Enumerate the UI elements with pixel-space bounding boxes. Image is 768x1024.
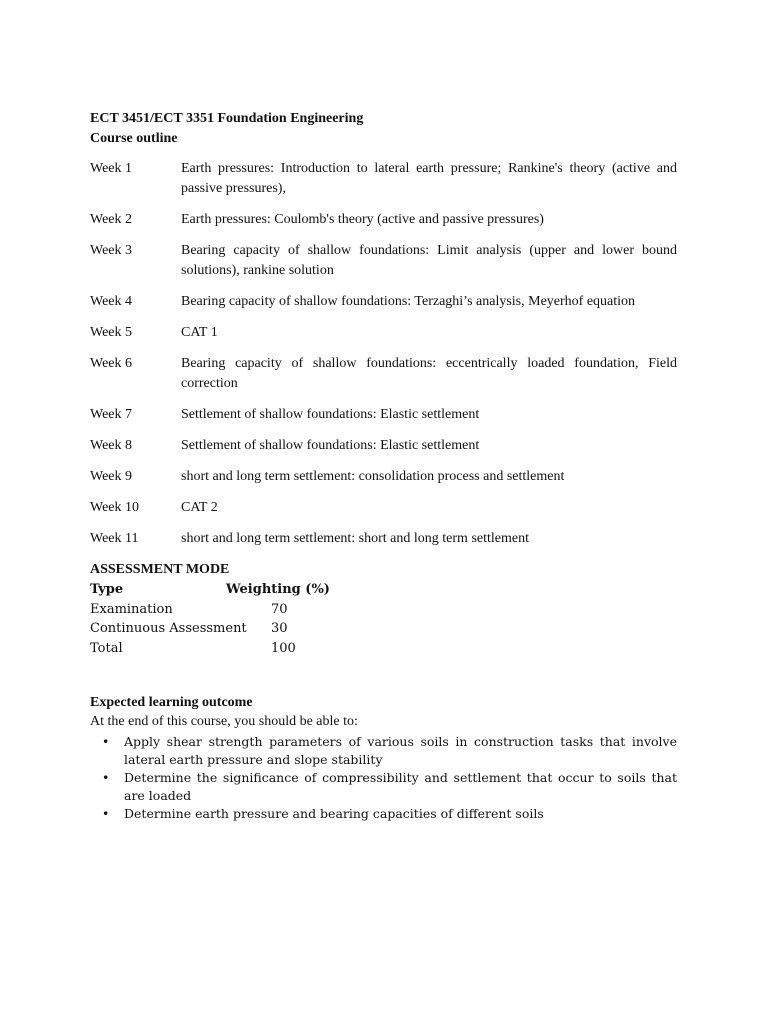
assessment-row [90, 600, 390, 620]
week-label: Week 10 [90, 500, 140, 515]
week-description: Earth pressures: Coulomb's theory (active and passive pressures) [181, 212, 544, 227]
week-description: CAT 2 [181, 500, 218, 515]
bullet-icon: • [102, 734, 110, 749]
week-label: Week 3 [90, 243, 133, 258]
bullet-icon: • [102, 770, 110, 785]
list-item [90, 769, 677, 805]
outcomes-intro: At the end of this course, you should be able to: [90, 714, 358, 729]
bullet-icon: • [102, 806, 110, 821]
outline-heading: Course outline [90, 131, 178, 146]
title-block [90, 109, 363, 149]
week-description: Bearing capacity of shallow foundations: eccentrically loaded foundation, Field correction [181, 356, 677, 391]
week-description: Bearing capacity of shallow foundations: Limit analysis (upper and lower bound solutions), rankine solution [181, 243, 677, 278]
assessment-type: Continuous Assessment [90, 621, 247, 636]
week-label: Week 1 [90, 161, 133, 176]
week-description: Settlement of shallow foundations: Elastic settlement [181, 407, 480, 422]
outcomes-heading: Expected learning outcome [90, 695, 253, 710]
week-label: Week 2 [90, 212, 133, 227]
week-description: Bearing capacity of shallow foundations: Terzaghi’s analysis, Meyerhof equation [181, 294, 636, 309]
course-title: ECT 3451/ECT 3351 Foundation Engineering [90, 111, 364, 126]
assessment-weight: 100 [271, 640, 296, 656]
assessment-row [90, 639, 390, 659]
assessment-type: Total [90, 640, 123, 656]
week-label: Week 4 [90, 294, 133, 309]
column-header-weighting: Weighting (%) [226, 582, 330, 597]
outcome-text: Determine earth pressure and bearing capacities of different soils [124, 806, 544, 821]
week-label: Week 8 [90, 438, 133, 453]
column-header-type: Type [90, 582, 124, 597]
assessment-weight: 30 [271, 621, 288, 636]
assessment-heading: ASSESSMENT MODE [90, 562, 230, 577]
week-label: Week 9 [90, 469, 133, 484]
week-description: short and long term settlement: consolidation process and settlement [181, 469, 565, 484]
week-description: short and long term settlement: short and long term settlement [181, 531, 529, 546]
week-description: CAT 1 [181, 325, 218, 340]
outcome-text: Apply shear strength parameters of various soils in construction tasks that involve lateral earth pressure and slope stability [124, 734, 677, 767]
week-label: Week 6 [90, 356, 133, 371]
list-item [90, 733, 677, 769]
outcome-text: Determine the significance of compressibility and settlement that occur to soils that are loaded [124, 770, 677, 803]
assessment-weight: 70 [271, 601, 288, 617]
week-description: Settlement of shallow foundations: Elastic settlement [181, 438, 480, 453]
assessment-row [90, 619, 390, 639]
assessment-table [90, 580, 390, 658]
assessment-type: Examination [90, 601, 173, 617]
assessment-header-row [90, 580, 390, 600]
week-description: Earth pressures: Introduction to lateral earth pressure; Rankine's theory (active and passive pressures), [181, 161, 677, 196]
outcomes-list [90, 733, 677, 823]
week-label: Week 7 [90, 407, 133, 422]
week-label: Week 5 [90, 325, 133, 340]
week-label: Week 11 [90, 531, 139, 546]
list-item [90, 805, 677, 823]
